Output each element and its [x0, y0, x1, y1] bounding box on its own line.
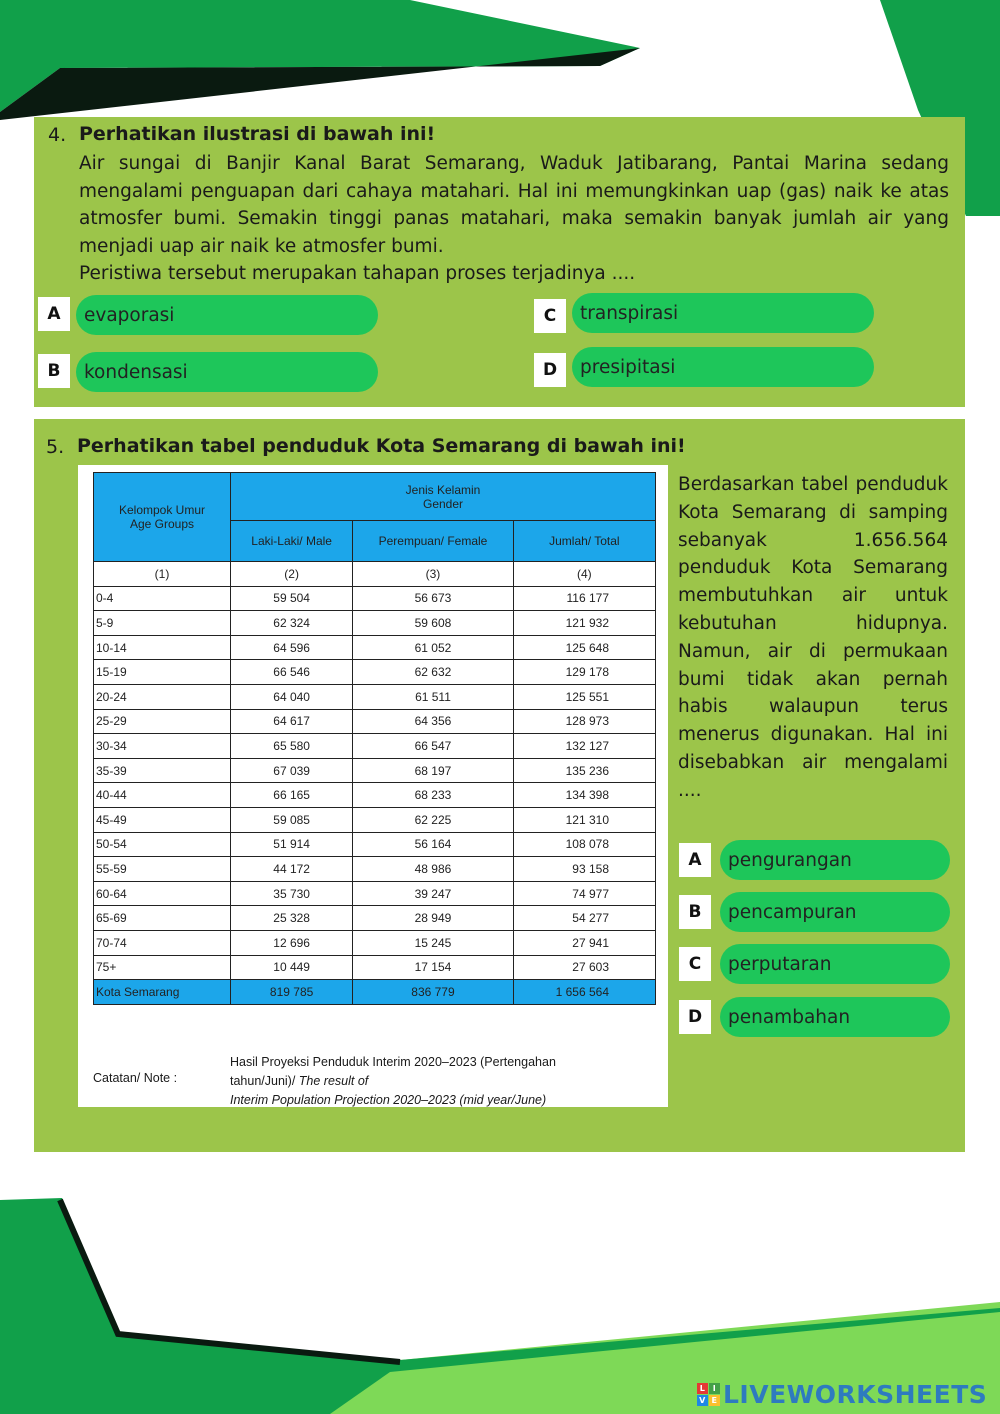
table-cell: 39 247 — [353, 881, 513, 906]
logo-letter: V — [697, 1395, 708, 1406]
table-cell: 128 973 — [513, 709, 655, 734]
table-cell: 67 039 — [231, 758, 353, 783]
table-cell: 65-69 — [94, 906, 231, 931]
question-prompt: Peristiwa tersebut merupakan tahapan proses terjadinya .... — [79, 263, 636, 284]
table-cell: 15 245 — [353, 930, 513, 955]
note-line-3: Interim Population Projection 2020–2023 (mid year/June) — [230, 1093, 547, 1107]
table-cell: 62 225 — [353, 807, 513, 832]
header-age-group-en: Age Groups — [129, 517, 195, 531]
table-cell: (2) — [231, 562, 353, 587]
table-cell: 66 547 — [353, 734, 513, 759]
question-number: 5. — [46, 436, 65, 458]
logo-letter: E — [709, 1395, 720, 1406]
table-cell: 64 040 — [231, 684, 353, 709]
table-row — [94, 857, 656, 882]
logo-letter: I — [709, 1383, 720, 1394]
table-cell: (1) — [94, 562, 231, 587]
logo-letter: L — [697, 1383, 708, 1394]
table-cell: 65 580 — [231, 734, 353, 759]
table-row — [94, 807, 656, 832]
header-gender-en: Gender — [422, 496, 464, 511]
table-cell: 61 052 — [353, 635, 513, 660]
table-cell: 1 656 564 — [513, 980, 655, 1005]
header-female: Perempuan/ Female — [353, 521, 513, 562]
option-b-answer[interactable]: kondensasi — [76, 352, 378, 392]
option-c-letter: C — [534, 299, 566, 333]
option-b-answer[interactable]: pencampuran — [720, 892, 950, 932]
table-cell: 28 949 — [353, 906, 513, 931]
table-cell: 134 398 — [513, 783, 655, 808]
table-cell: 0-4 — [94, 586, 231, 611]
table-row — [94, 758, 656, 783]
table-cell: 35 730 — [231, 881, 353, 906]
table-cell: 27 603 — [513, 955, 655, 980]
table-cell: 116 177 — [513, 586, 655, 611]
table-cell: 15-19 — [94, 660, 231, 685]
table-cell: 56 673 — [353, 586, 513, 611]
table-cell: 17 154 — [353, 955, 513, 980]
option-d-letter: D — [679, 1000, 711, 1034]
table-cell: 64 617 — [231, 709, 353, 734]
table-index-row — [94, 562, 656, 587]
option-c-answer[interactable]: perputaran — [720, 944, 950, 984]
table-cell: 70-74 — [94, 930, 231, 955]
table-cell: 60-64 — [94, 881, 231, 906]
question-title: Perhatikan ilustrasi di bawah ini! — [79, 123, 436, 145]
table-cell: 10 449 — [231, 955, 353, 980]
table-cell: (3) — [353, 562, 513, 587]
table-cell: 836 779 — [353, 980, 513, 1005]
table-cell: 125 648 — [513, 635, 655, 660]
table-cell: 68 197 — [353, 758, 513, 783]
option-a-letter: A — [38, 297, 70, 331]
header-age-group-id: Kelompok Umur — [118, 503, 206, 517]
table-cell: (4) — [513, 562, 655, 587]
table-cell: 30-34 — [94, 734, 231, 759]
table-cell: 135 236 — [513, 758, 655, 783]
table-cell: 20-24 — [94, 684, 231, 709]
table-cell: 12 696 — [231, 930, 353, 955]
population-table-image — [78, 465, 668, 1107]
table-cell: 68 233 — [353, 783, 513, 808]
table-row — [94, 906, 656, 931]
table-row — [94, 881, 656, 906]
table-cell: 819 785 — [231, 980, 353, 1005]
table-cell: 62 324 — [231, 611, 353, 636]
table-cell: 27 941 — [513, 930, 655, 955]
option-c-letter: C — [679, 947, 711, 981]
table-row — [94, 611, 656, 636]
option-a-answer[interactable]: evaporasi — [76, 295, 378, 335]
note-text — [230, 1053, 630, 1110]
table-row — [94, 660, 656, 685]
question-number: 4. — [48, 124, 67, 146]
table-cell: 62 632 — [353, 660, 513, 685]
option-b-letter: B — [38, 354, 70, 388]
table-cell: 75+ — [94, 955, 231, 980]
table-cell: 25-29 — [94, 709, 231, 734]
table-cell: 5-9 — [94, 611, 231, 636]
note-label: Catatan/ Note : — [93, 1071, 178, 1085]
table-row — [94, 955, 656, 980]
table-cell: 59 504 — [231, 586, 353, 611]
population-table — [93, 472, 656, 1005]
header-gender — [231, 473, 656, 521]
header-male: Laki-Laki/ Male — [231, 521, 353, 562]
option-a-answer[interactable]: pengurangan — [720, 840, 950, 880]
note-line-2: tahun/Juni)/ — [230, 1074, 299, 1088]
table-row — [94, 930, 656, 955]
option-a-letter: A — [679, 843, 711, 877]
table-cell: 35-39 — [94, 758, 231, 783]
note-line-1: Hasil Proyeksi Penduduk Interim 2020–2023 (Pertengahan — [230, 1055, 556, 1069]
question-4-panel — [34, 117, 965, 407]
table-cell: 55-59 — [94, 857, 231, 882]
table-cell: 48 986 — [353, 857, 513, 882]
table-cell: Kota Semarang — [94, 980, 231, 1005]
table-cell: 10-14 — [94, 635, 231, 660]
option-b-letter: B — [679, 895, 711, 929]
option-d-answer[interactable]: penambahan — [720, 997, 950, 1037]
liveworksheets-logo-icon — [697, 1383, 720, 1406]
table-cell: 64 596 — [231, 635, 353, 660]
option-d-letter: D — [534, 353, 566, 387]
table-cell: 93 158 — [513, 857, 655, 882]
header-age-group — [94, 473, 231, 562]
table-row — [94, 586, 656, 611]
table-row — [94, 635, 656, 660]
liveworksheets-brand — [697, 1380, 987, 1409]
question-5-panel — [34, 419, 965, 1152]
header-total: Jumlah/ Total — [513, 521, 655, 562]
table-cell: 45-49 — [94, 807, 231, 832]
table-cell: 129 178 — [513, 660, 655, 685]
table-cell: 50-54 — [94, 832, 231, 857]
table-cell: 121 310 — [513, 807, 655, 832]
question-title: Perhatikan tabel penduduk Kota Semarang di bawah ini! — [77, 435, 686, 457]
table-total-row — [94, 980, 656, 1005]
header-gender-id: Jenis Kelamin — [405, 482, 481, 497]
table-cell: 61 511 — [353, 684, 513, 709]
question-text-body: Berdasarkan tabel penduduk Kota Semarang di samping sebanyak 1.656.564 penduduk Kota Semarang membutuhkan air untuk kebutuhan hidupnya. Namun, air di permukaan bumi tidak akan pernah habis walaupun terus menerus digunakan. Hal ini disebabkan air mengalami — [678, 474, 948, 773]
table-row — [94, 832, 656, 857]
table-row — [94, 783, 656, 808]
table-cell: 121 932 — [513, 611, 655, 636]
option-d-answer[interactable]: presipitasi — [572, 347, 874, 387]
option-c-answer[interactable]: transpirasi — [572, 293, 874, 333]
table-cell: 56 164 — [353, 832, 513, 857]
table-row — [94, 734, 656, 759]
table-cell: 25 328 — [231, 906, 353, 931]
question-text-ellipsis: .... — [678, 779, 702, 801]
question-text — [678, 471, 948, 805]
table-cell: 125 551 — [513, 684, 655, 709]
table-cell: 64 356 — [353, 709, 513, 734]
table-cell: 74 977 — [513, 881, 655, 906]
table-cell: 44 172 — [231, 857, 353, 882]
question-text: Air sungai di Banjir Kanal Barat Semarang, Waduk Jatibarang, Pantai Marina sedang mengalami penguapan dari cahaya matahari. Hal ini memungkinkan uap (gas) naik ke atas atmosfer bumi. Semakin tinggi panas matahari, maka semakin banyak jumlah air yang menjadi uap air naik ke atmosfer bumi. — [79, 153, 949, 257]
table-cell: 54 277 — [513, 906, 655, 931]
table-cell: 59 608 — [353, 611, 513, 636]
table-cell: 66 165 — [231, 783, 353, 808]
table-cell: 108 078 — [513, 832, 655, 857]
table-cell: 51 914 — [231, 832, 353, 857]
table-row — [94, 709, 656, 734]
table-row — [94, 684, 656, 709]
liveworksheets-wordmark: LIVEWORKSHEETS — [723, 1380, 988, 1409]
table-cell: 132 127 — [513, 734, 655, 759]
table-cell: 59 085 — [231, 807, 353, 832]
table-cell: 66 546 — [231, 660, 353, 685]
note-line-2-italic: The result of — [298, 1074, 369, 1088]
table-cell: 40-44 — [94, 783, 231, 808]
